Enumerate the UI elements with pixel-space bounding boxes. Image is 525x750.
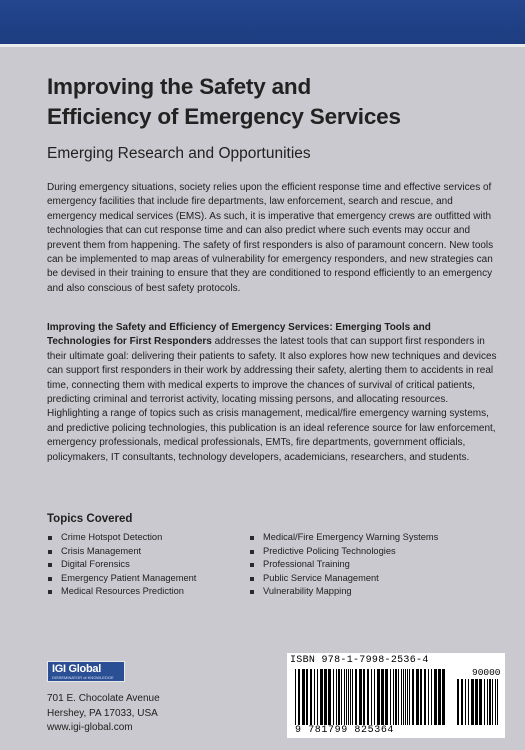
book-title-line-2: Efficiency of Emergency Services (47, 104, 401, 129)
barcode-bar (371, 669, 372, 725)
book-title (47, 72, 497, 132)
topic-item (47, 531, 247, 545)
book-title-line-1: Improving the Safety and (47, 74, 311, 99)
topic-item (249, 545, 489, 559)
topic-label: Vulnerability Mapping (263, 586, 352, 596)
barcode-bar (298, 669, 300, 725)
description-bold-title: Improving the Safety and Efficiency of Emergency Services: Emerging Tools and Technologies for First Responders (47, 322, 431, 348)
barcode-bar (367, 669, 369, 725)
barcode-bar (314, 669, 315, 725)
topic-item (47, 545, 247, 559)
topic-item (47, 558, 247, 572)
barcode-bar (344, 669, 345, 725)
publisher-logo-tagline: DISSEMINATOR of KNOWLEDGE (52, 675, 114, 680)
topic-label: Predictive Policing Technologies (263, 545, 396, 556)
barcode-bar (336, 669, 337, 725)
publisher-website: www.igi-global.com (47, 722, 133, 733)
bullet-icon (250, 577, 254, 581)
bullet-icon (48, 590, 52, 594)
barcode-bar (374, 669, 375, 725)
barcode-bar (434, 669, 437, 725)
topic-label: Medical/Fire Emergency Warning Systems (263, 532, 439, 542)
barcode-bar (401, 669, 402, 725)
isbn-barcode (287, 653, 505, 738)
publisher-logo-name: IGI Global (52, 663, 101, 675)
barcode-bar (489, 679, 491, 725)
address-line-1: 701 E. Chocolate Avenue (47, 693, 160, 704)
barcode-bar (409, 669, 410, 725)
top-band-divider (0, 44, 525, 47)
barcode-bar (395, 669, 397, 725)
barcode-bar (320, 669, 323, 725)
description-paragraph-1: During emergency situations, society relies upon the efficient response time and effective services of emergency facilities that include fire departments, law enforcement, search and rescue, and emergency medical services (EMS). As such, it is imperative that emergency crews are outfitted with technologies that can cut response time and can also predict where such events may occur and prevent them from happening. The safety of first responders is also of paramount concern. New tools can be implemented to map areas of vulnerability for emergency responders, and new strategies can be devised in their training to ensure that they are conditioned to respond efficiently to an emergency and also conscious of best safety protocols. (47, 182, 494, 294)
barcode-bar (398, 669, 399, 725)
barcode-bar (407, 669, 408, 725)
barcode-bar (338, 669, 340, 725)
bullet-icon (250, 563, 254, 567)
barcode-bar (352, 669, 353, 725)
bullet-icon (250, 590, 254, 594)
barcode-bar (465, 679, 466, 725)
topic-item (47, 572, 247, 586)
barcode-bar (377, 669, 380, 725)
topics-heading: Topics Covered (47, 513, 133, 525)
barcode-bar (492, 679, 493, 725)
barcode-bar (497, 679, 498, 725)
barcode-bar (393, 669, 394, 725)
topics-list-left (47, 531, 247, 599)
bullet-icon (48, 563, 52, 567)
barcode-bar (431, 669, 432, 725)
bullet-icon (48, 536, 52, 540)
topic-item (249, 572, 489, 586)
barcode-bar (403, 669, 404, 725)
description-paragraph-2 (47, 321, 497, 465)
barcode-bar (416, 669, 419, 725)
isbn-number: ISBN 978-1-7998-2536-4 (290, 655, 429, 666)
barcode-bar (306, 669, 308, 725)
barcode-bar (333, 669, 334, 725)
barcode-bar (350, 669, 351, 725)
barcode-bar (420, 669, 422, 725)
topic-item (249, 558, 489, 572)
topic-label: Emergency Patient Management (61, 572, 197, 583)
barcode-bar (310, 669, 312, 725)
barcode-bar (405, 669, 406, 725)
barcode-bar (424, 669, 426, 725)
topic-label: Professional Training (263, 559, 350, 569)
topic-item (47, 585, 247, 599)
topic-label: Public Service Management (263, 572, 379, 583)
topic-item (249, 585, 489, 599)
barcode-bar (471, 679, 474, 725)
top-color-band (0, 0, 525, 44)
barcode-bar (475, 679, 478, 725)
barcode-bar (495, 679, 496, 725)
barcode-bar (381, 669, 384, 725)
barcode-bar (348, 669, 349, 725)
bullet-icon (48, 550, 52, 554)
barcode-bar (428, 669, 429, 725)
price-code: 90000 (472, 667, 501, 678)
publisher-logo (47, 661, 125, 682)
barcode-bar (461, 679, 463, 725)
barcode-bar (390, 669, 391, 725)
barcode-bar (442, 669, 445, 725)
barcode-bar (457, 679, 459, 725)
barcode-bar (355, 669, 357, 725)
barcode-digits: 9 781799 825364 (295, 725, 395, 736)
topics-list-right (249, 531, 489, 599)
barcode-bar (324, 669, 327, 725)
barcode-bar (412, 669, 414, 725)
barcode-bar (438, 669, 441, 725)
barcode-bar (302, 669, 305, 725)
book-subtitle: Emerging Research and Opportunities (47, 145, 311, 162)
topic-label: Crisis Management (61, 545, 142, 556)
barcode-bar (484, 679, 485, 725)
barcode-bar (317, 669, 318, 725)
bullet-icon (250, 550, 254, 554)
bullet-icon (48, 577, 52, 581)
barcode-bar (468, 679, 469, 725)
barcode-bar (346, 669, 347, 725)
barcode-bar (479, 679, 482, 725)
topic-item (249, 531, 489, 545)
bullet-icon (250, 536, 254, 540)
address-line-2: Hershey, PA 17033, USA (47, 707, 158, 719)
description-body: addresses the latest tools that can support first responders in their ultimate goal: delivering their patients to safety. It also explores how new techniques and devices can support first responders in their work by addressing their safety, alerting them to accidents in real time, connecting them with medical experts to improve the chances of survival of critical patients, predicting criminal and terrorist activity, locating missing persons, and allocating resources. Highlighting a range of topics such as crisis management, medical/fire emergency warning systems, and predictive policing technologies, this publication is an ideal reference source for law enforcement, emergency professionals, medical professionals, EMTs, fire departments, government officials, policymakers, IT consultants, technology developers, academicians, researchers, and students. (47, 336, 497, 463)
publisher-address (47, 692, 160, 736)
topic-label: Medical Resources Prediction (61, 586, 184, 596)
topic-label: Digital Forensics (61, 559, 130, 569)
topic-label: Crime Hotspot Detection (61, 532, 163, 542)
barcode-bar (487, 679, 488, 725)
barcode-bar (363, 669, 365, 725)
barcode-bar (359, 669, 362, 725)
barcode-bar (328, 669, 331, 725)
barcode-bar (341, 669, 342, 725)
barcode-bar (295, 669, 296, 725)
barcode-bar (385, 669, 388, 725)
